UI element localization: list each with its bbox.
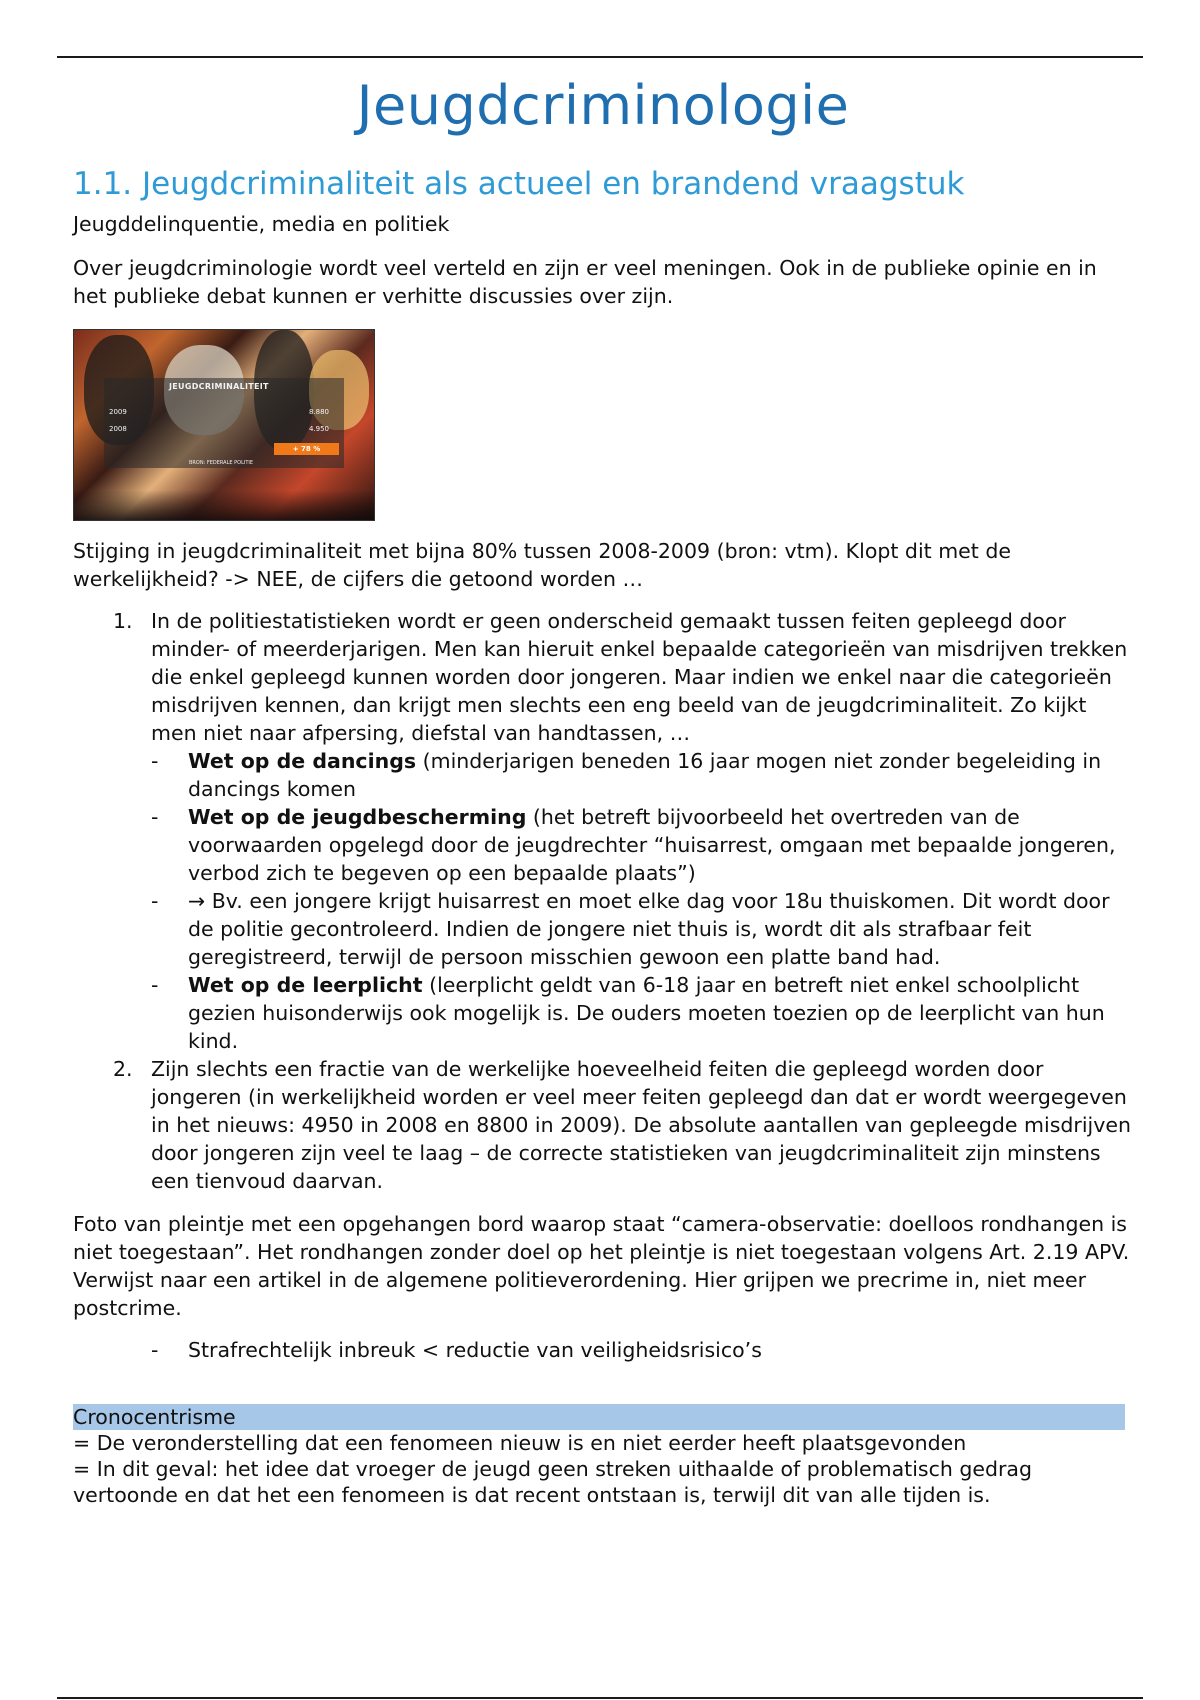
- standalone-dash-text: Strafrechtelijk inbreuk < reductie van veiligheidsrisico’s: [188, 1338, 762, 1362]
- dash-marker: -: [151, 805, 159, 829]
- cronocentrisme-heading: Cronocentrisme: [73, 1404, 1125, 1430]
- intro-paragraph: Over jeugdcriminologie wordt veel verteld en zijn er veel meningen. Ook in de publieke opinie en in het publieke debat kunnen er verhitte discussies over zijn.: [73, 256, 1097, 308]
- sub-list-item: [151, 971, 1133, 1055]
- section-title: 1.1. Jeugdcriminaliteit als actueel en brandend vraagstuk: [73, 166, 965, 202]
- overlay-value: 8.880: [308, 408, 329, 416]
- list-item: [73, 607, 1133, 1055]
- law-name: Wet op de jeugdbescherming: [188, 805, 527, 829]
- sub-item-text: (minderjarigen beneden 16 jaar mogen niet zonder begeleiding in dancings komen: [188, 749, 1102, 801]
- foto-paragraph: Foto van pleintje met een opgehangen bord waarop staat “camera-observatie: doelloos rondhangen is niet toegestaan”. Het rondhangen zonder doel op het pleintje is niet toegestaan volgens Art. 2.19 APV. Verwijst naar een artikel in de algemene politieverordening. Hier grijpen we precrime in, niet meer postcrime.: [73, 1212, 1130, 1320]
- overlay-source: BRON: FEDERALE POLITIE: [189, 460, 254, 466]
- definitions-block: [73, 1430, 1133, 1508]
- law-name: Wet op de dancings: [188, 749, 417, 773]
- stijging-paragraph: Stijging in jeugdcriminaliteit met bijna 80% tussen 2008-2009 (bron: vtm). Klopt dit met de werkelijkheid? -> NEE, de cijfers die getoond worden …: [73, 539, 1011, 591]
- image-bottom-shade: [74, 490, 374, 520]
- list-item-text: Zijn slechts een fractie van de werkelijke hoeveelheid feiten die gepleegd worden door jongeren (in werkelijkheid worden er veel meer feiten gepleegd dan dat er wordt weergegeven in het nieuws: 4950 in 2008 en 8800 in 2009). De absolute aantallen van gepleegde misdrijven door jongeren zijn veel te laag – de correcte statistieken van jeugdcriminaliteit zijn minstens een tienvoud daarvan.: [151, 1057, 1131, 1193]
- dash-marker: -: [151, 749, 159, 773]
- overlay-year: 2009: [109, 408, 127, 416]
- sub-list-item: [151, 803, 1133, 887]
- list-number: 1.: [113, 609, 133, 633]
- section-subtitle: Jeugddelinquentie, media en politiek: [73, 212, 450, 236]
- law-name: Wet op de leerplicht: [188, 973, 423, 997]
- sub-list: [151, 747, 1133, 1055]
- sub-item-text: → Bv. een jongere krijgt huisarrest en moet elke dag voor 18u thuiskomen. Dit wordt door de politie gecontroleerd. Indien de jongere niet thuis is, wordt dit als strafbaar feit geregistreerd, terwijl de persoon misschien gewoon een platte band had.: [188, 889, 1110, 969]
- definition-line: = In dit geval: het idee dat vroeger de jeugd geen streken uithaalde of problematisch gedrag vertoonde en dat het een fenomeen is dat recent ontstaan is, terwijl dit van alle tijden is.: [73, 1457, 1032, 1507]
- document-title: Jeugdcriminologie: [356, 74, 850, 137]
- overlay-increase-badge: + 78 %: [274, 443, 339, 455]
- dash-marker: -: [151, 1338, 159, 1362]
- overlay-heading: JEUGDCRIMINALITEIT: [169, 382, 269, 391]
- top-rule: [57, 56, 1143, 58]
- news-screenshot-image: [73, 329, 375, 521]
- bottom-rule: [57, 1697, 1143, 1699]
- sub-list-item: [151, 747, 1133, 803]
- definition-line: = De veronderstelling dat een fenomeen nieuw is en niet eerder heeft plaatsgevonden: [73, 1431, 967, 1455]
- overlay-year: 2008: [109, 425, 127, 433]
- dash-marker: -: [151, 973, 159, 997]
- document-body: [73, 70, 1133, 1508]
- list-item: [73, 1055, 1133, 1195]
- dash-marker: -: [151, 889, 159, 913]
- list-number: 2.: [113, 1057, 133, 1081]
- sub-item-text: (het betreft bijvoorbeeld het overtreden van de voorwaarden opgelegd door de jeugdrechter “huisarrest, omgaan met bepaalde jongeren, verbod zich te begeven op een bepaalde plaats”): [188, 805, 1116, 885]
- numbered-list: [73, 607, 1133, 1195]
- sub-item-text: (leerplicht geldt van 6-18 jaar en betreft niet enkel schoolplicht gezien huisonderwijs ook mogelijk is. De ouders moeten toezien op de leerplicht van hun kind.: [188, 973, 1105, 1053]
- list-item-text: In de politiestatistieken wordt er geen onderscheid gemaakt tussen feiten gepleegd door minder- of meerderjarigen. Men kan hieruit enkel bepaalde categorieën van misdrijven trekken die enkel gepleegd kunnen worden door jongeren. Maar indien we enkel naar die categorieën misdrijven kennen, dan krijgt men slechts een eng beeld van de jeugdcriminaliteit. Zo kijkt men niet naar afpersing, diefstal van handtassen, …: [151, 609, 1128, 745]
- standalone-dash-item: [73, 1336, 1133, 1364]
- sub-list-item: [151, 887, 1133, 971]
- overlay-value: 4.950: [308, 425, 329, 433]
